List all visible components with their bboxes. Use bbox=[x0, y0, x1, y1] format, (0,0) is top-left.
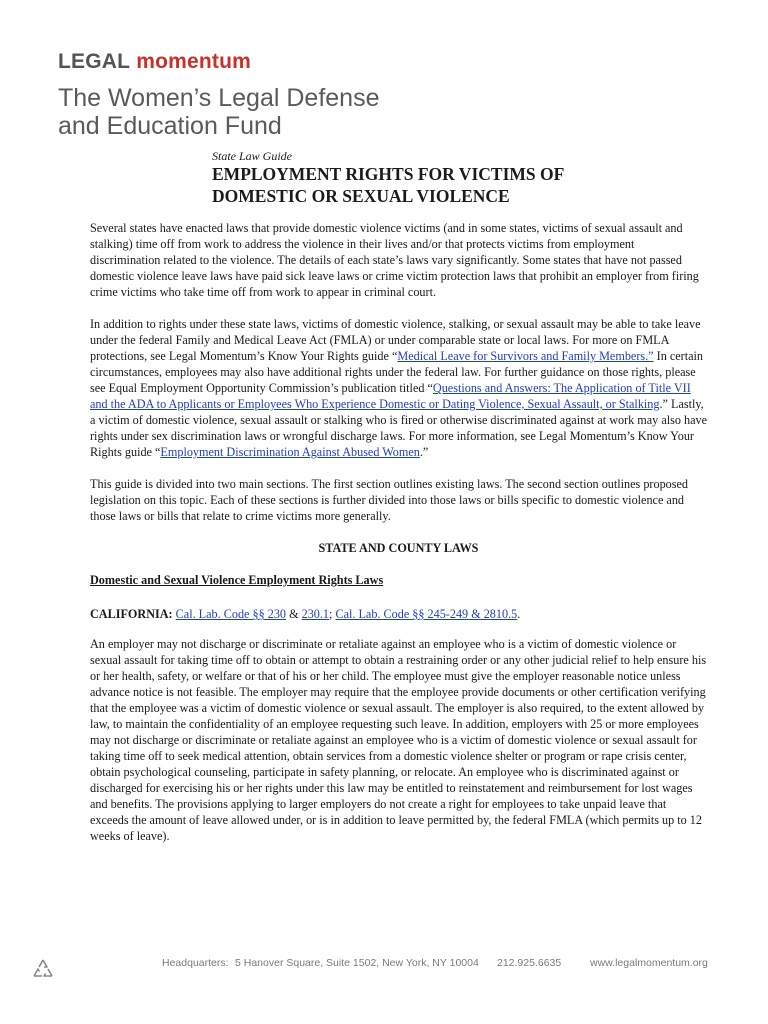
organization-name-line1: The Women’s Legal Defense bbox=[58, 84, 380, 112]
organization-name bbox=[58, 84, 379, 140]
california-law-paragraph: An employer may not discharge or discriminate or retaliate against an employee who is a victim of domestic violence or sexual assault for taking time off to obtain or attempt to obtain a restraining order or any other judicial relief to help ensure his or her health, safety, or welfare or that of his or her child. The employee must give the employer reasonable notice unless advance notice is not feasible. The employer may require that the employee provide documents or other certification verifying that the employee was a victim of domestic violence or sexual assault. The employer is also required, to the extent allowed by law, to maintain the confidentiality of an employee requesting such leave. In addition, employers with 25 or more employees may not discharge or discriminate or retaliate against an employee who is a victim of domestic violence or sexual assault for taking time off to seek medical attention, obtain services from a domestic violence shelter or program or rape crisis center, obtain psychological counseling, participate in safety planning, or relocate. An employee who is discriminated against or discharged for exercising his or her rights under this law may be entitled to reinstatement and reimbursement for lost wages and benefits. The provisions applying to larger employers do not create a right for employees to take unpaid leave that exceeds the amount of leave allowed under, or is in addition to leave permitted by, the federal FMLA (which permits up to 12 weeks of leave). bbox=[90, 637, 707, 843]
guide-title-line1: EMPLOYMENT RIGHTS FOR VICTIMS OF bbox=[212, 164, 565, 184]
california-citation bbox=[90, 606, 707, 622]
guide-header bbox=[212, 149, 564, 207]
paragraph-text: In addition to rights under these state laws, victims of domestic violence, stalking, or sexual assault may be able to take leave under the federal Family and Medical Leave Act (FMLA) or under comparable state or local laws. For more on FMLA protections, see Legal Momentum’s Know Your Rights guide “ bbox=[90, 317, 701, 363]
medical-leave-guide-link[interactable]: Medical Leave for Survivors and Family Members.” bbox=[397, 349, 654, 363]
citation-end: . bbox=[517, 607, 521, 621]
guide-title bbox=[212, 163, 564, 207]
recycle-icon bbox=[30, 957, 56, 983]
employment-discrimination-guide-link[interactable]: Employment Discrimination Against Abused Women bbox=[160, 445, 420, 459]
intro-paragraph: Several states have enacted laws that provide domestic violence victims (and in some states, victims of sexual assault and stalking) time off from work to address the violence in their lives and/or that protects victims from employment discrimination related to the violence. The details of each state’s laws vary significantly. Some states that have not passed domestic violence leave laws have paid sick leave laws or crime victim protection laws that prohibit an employer from firing crime victims who take time off from work to appear in criminal court. bbox=[90, 221, 699, 299]
footer-address: 5 Hanover Square, Suite 1502, New York, NY 10004 bbox=[235, 957, 479, 969]
footer-hq-label: Headquarters: bbox=[162, 957, 229, 969]
subsection-title: Domestic and Sexual Violence Employment Rights Laws bbox=[90, 573, 384, 587]
guide-structure-paragraph: This guide is divided into two main sections. The first section outlines existing laws. The second section outlines proposed legislation on this topic. Each of these sections is further divided into those laws or bills specific to domestic violence and those laws or bills that relate to crime victims more generally. bbox=[90, 477, 689, 523]
paragraph-text: .” bbox=[419, 445, 429, 459]
cal-lab-code-245-249-link[interactable]: Cal. Lab. Code §§ 245-249 & 2810.5 bbox=[335, 607, 518, 621]
document-body bbox=[90, 220, 707, 860]
guide-label: State Law Guide bbox=[212, 149, 292, 163]
paragraph-text: .” Lastly, a victim of domestic violence, sexual assault or stalking who is fired or otherwise discriminated against at work may also have rights under sex discrimination laws or wrongful discharge laws. For more information, see Legal Momentum’s Know Your Rights guide “ bbox=[90, 397, 707, 459]
citation-separator: ; bbox=[329, 607, 336, 621]
guide-title-line2: DOMESTIC OR SEXUAL VIOLENCE bbox=[212, 186, 510, 206]
state-name: CALIFORNIA: bbox=[90, 607, 173, 621]
footer-website: www.legalmomentum.org bbox=[590, 957, 708, 969]
cal-lab-code-230-1-link[interactable]: 230.1 bbox=[301, 607, 330, 621]
cal-lab-code-230-link[interactable]: Cal. Lab. Code §§ 230 bbox=[175, 607, 287, 621]
eeoc-publication-link[interactable]: Questions and Answers: The Application of Title VII and the ADA to Applicants or Employees Who Experience Domestic or Dating Violence, Sexual Assault, or Stalking bbox=[90, 381, 691, 411]
logo-legal-text: LEGAL bbox=[58, 50, 131, 73]
organization-name-line2: and Education Fund bbox=[58, 112, 282, 140]
federal-rights-paragraph bbox=[90, 316, 707, 460]
logo-wordmark bbox=[58, 50, 379, 74]
section-title: STATE AND COUNTY LAWS bbox=[318, 541, 479, 555]
footer-phone: 212.925.6635 bbox=[497, 957, 562, 969]
logo-momentum-text: momentum bbox=[136, 50, 251, 73]
paragraph-text: In certain circumstances, employees may also have additional rights under the federal law. For further guidance on those rights, please see Equal Employment Opportunity Commission’s publication titled “ bbox=[90, 349, 703, 395]
organization-logo bbox=[58, 50, 379, 140]
citation-separator: & bbox=[286, 607, 302, 621]
